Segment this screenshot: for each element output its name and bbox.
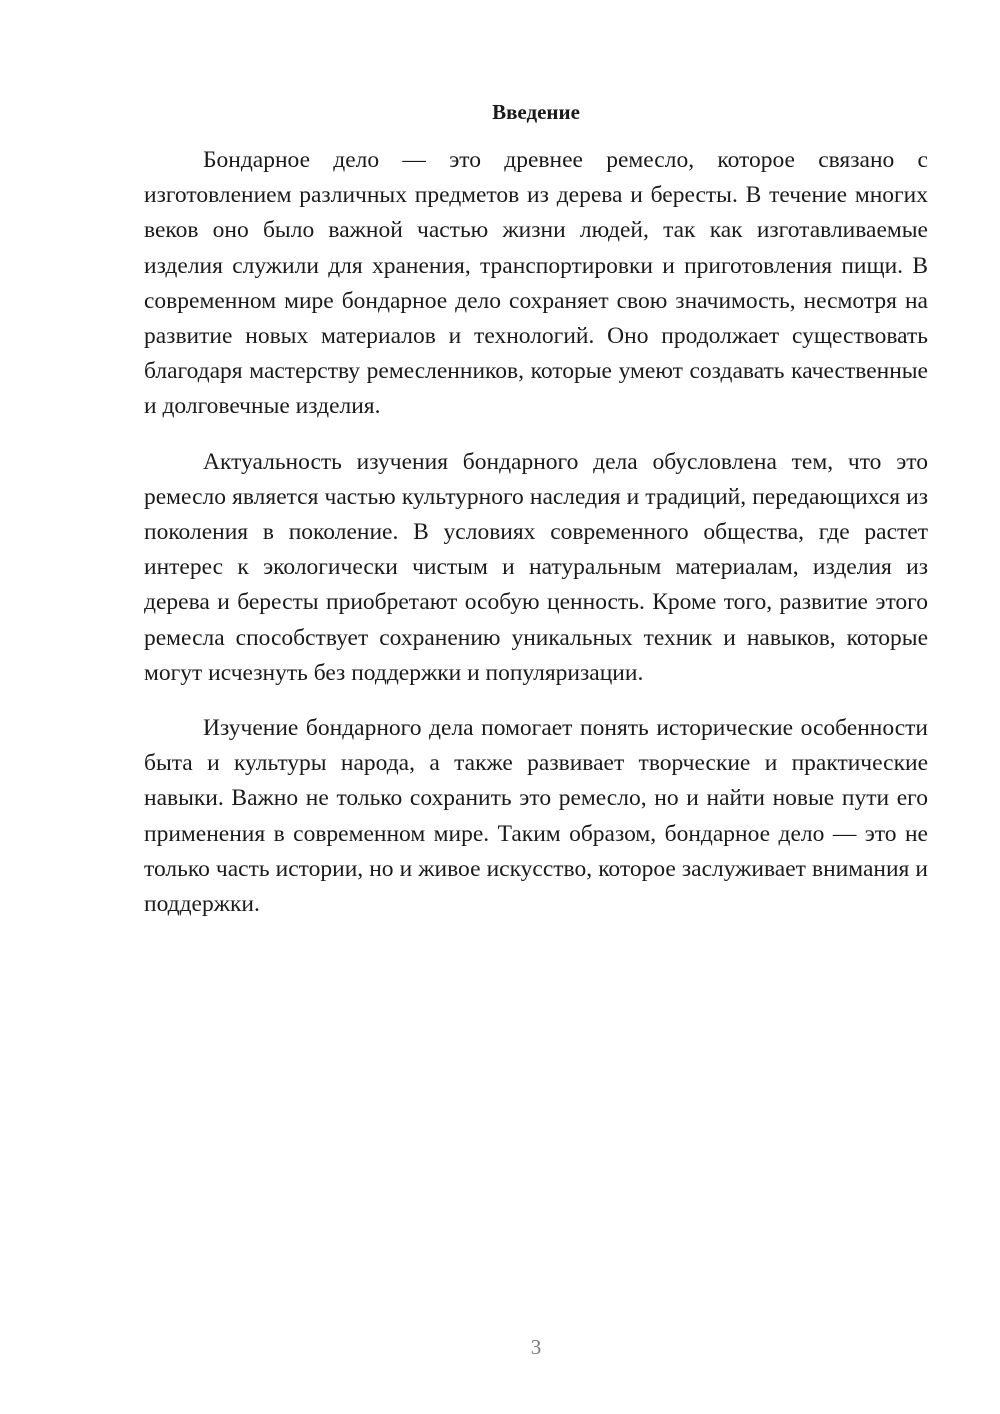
paragraph-2: Актуальность изучения бондарного дела обусловлена тем, что это ремесло является частью культурного наследия и традиций, передающихся из поколения в поколение. В условиях современного общества, где растет интерес к экологически чистым и натуральным материалам, изделия из дерева и бересты приобретают особую ценность. Кроме того, развитие этого ремесла способствует сохранению уникальных техник и навыков, которые могут исчезнуть без поддержки и популяризации. xyxy=(144,448,928,686)
paragraph-1: Бондарное дело — это древнее ремесло, которое связано с изготовлением различных предметов из дерева и бересты. В течение многих веков оно было важной частью жизни людей, так как изготавливаемые изделия служили для хранения, транспортировки и приготовления пищи. В современном мире бондарное дело сохраняет свою значимость, несмотря на развитие новых материалов и технологий. Оно продолжает существовать благодаря мастерству ремесленников, которые умеют создавать качественные и долговечные изделия. xyxy=(144,147,928,420)
page-number: 3 xyxy=(530,1335,542,1359)
paragraph-3: Изучение бондарного дела помогает понять исторические особенности быта и культуры народа, а также развивает творческие и практические навыки. Важно не только сохранить это ремесло, но и найти новые пути его применения в современном мире. Таким образом, бондарное дело — это не только часть истории, но и живое искусство, которое заслуживает внимания и поддержки. xyxy=(144,715,928,918)
body-text xyxy=(144,143,928,942)
page-title: Введение xyxy=(492,100,580,124)
